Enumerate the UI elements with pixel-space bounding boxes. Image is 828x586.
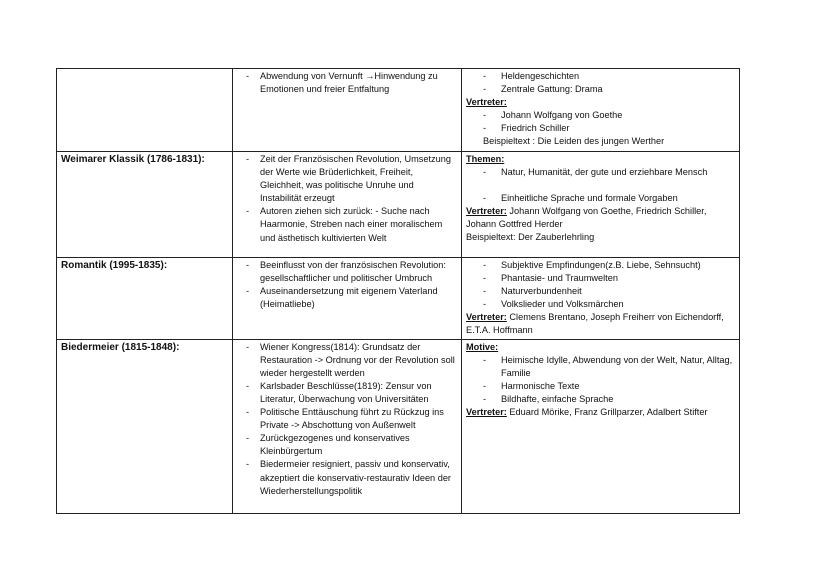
era-cell: Biedermeier (1815-1848):: [57, 339, 233, 513]
list-item: - Heimische Idylle, Abwendung von der Welt, Natur, Alltag, Familie: [466, 354, 735, 380]
representatives: [466, 205, 735, 231]
table-row: [57, 69, 740, 152]
section-label: Motive:: [466, 341, 499, 352]
details-cell: [462, 339, 740, 513]
list-item: - Bildhafte, einfache Sprache: [466, 393, 735, 406]
list-item: - Beeinflusst von der französischen Revolution: gesellschaftlicher und politischer Umbruch: [237, 259, 457, 285]
list-item: - Zurückgezogenes und konservatives Kleinbürgertum: [237, 432, 457, 458]
list-item: - Heldengeschichten: [466, 70, 735, 83]
characteristics-cell: [233, 258, 462, 340]
list-item: - Friedrich Schiller: [466, 122, 735, 135]
list-item: - Zeit der Französischen Revolution, Umsetzung der Werte wie Brüderlichkeit, Freiheit, Gleichheit, was politische Unruhe und Instabilität erzeugt: [237, 153, 457, 205]
section-label: Vertreter:: [466, 97, 507, 108]
details-cell: [462, 258, 740, 340]
section-label: Themen:: [466, 154, 505, 164]
representatives-text: Johann Wolfgang von Goethe, Friedrich Schiller, Johann Gottfred Herder: [466, 206, 707, 230]
list-item: - Naturverbundenheit: [466, 285, 735, 298]
table-row: [57, 258, 740, 340]
list-item: - Subjektive Empfindungen(z.B. Liebe, Sehnsucht): [466, 259, 735, 272]
representatives: [466, 311, 735, 337]
list-item: - Autoren ziehen sich zurück: - Suche nach Haarmonie, Streben nach einer moralischem und ästhetisch kultivierten Welt: [237, 205, 457, 244]
details-cell: [462, 152, 740, 258]
representatives-text: Eduard Mörike, Franz Grillparzer, Adalbert Stifter: [506, 407, 708, 418]
characteristics-cell: [233, 152, 462, 258]
era-cell: [57, 69, 233, 152]
list-item: - Einheitliche Sprache und formale Vorgaben: [466, 192, 735, 205]
section-label: Vertreter:: [466, 407, 507, 418]
table-row: [57, 152, 740, 258]
table-row: [57, 339, 740, 513]
list-item: - Natur, Humanität, der gute und erziehbare Mensch: [466, 166, 735, 179]
list-item: - Volkslieder und Volksmärchen: [466, 298, 735, 311]
characteristics-cell: [233, 69, 462, 152]
list-item: - Karlsbader Beschlüsse(1819): Zensur von Literatur, Überwachung von Universitäten: [237, 380, 457, 406]
list-item: - Wiener Kongress(1814): Grundsatz der Restauration -> Ordnung vor der Revolution soll wieder hergestellt werden: [237, 341, 457, 380]
list-item: - Johann Wolfgang von Goethe: [466, 109, 735, 122]
section-label: Vertreter:: [466, 312, 507, 323]
list-item: - Auseinandersetzung mit eigenem Vaterland (Heimatliebe): [237, 285, 457, 311]
characteristics-cell: [233, 339, 462, 513]
era-cell: Weimarer Klassik (1786-1831):: [57, 152, 233, 258]
example-text: Beispieltext : Die Leiden des jungen Werther: [483, 136, 665, 147]
list-item: - Abwendung von Vernunft →Hinwendung zu Emotionen und freier Entfaltung: [237, 70, 457, 96]
representatives: [466, 406, 735, 419]
representatives-text: Clemens Brentano, Joseph Freiherr von Eichendorff, E.T.A. Hoffmann: [466, 312, 724, 336]
section-label: Vertreter:: [466, 206, 507, 217]
list-item: - Politische Enttäuschung führt zu Rückzug ins Private -> Abschottung von Außenwelt: [237, 406, 457, 432]
era-cell: Romantik (1995-1835):: [57, 258, 233, 340]
list-item: - Phantasie- und Traumwelten: [466, 272, 735, 285]
example-text: Beispieltext: Der Zauberlehrling: [466, 232, 595, 243]
literature-epochs-table: [56, 68, 740, 514]
list-item: - Zentrale Gattung: Drama: [466, 83, 735, 96]
list-item: - Biedermeier resigniert, passiv und konservativ, akzeptiert die konservativ-restaurativ Ideen der Wiederherstellungspolitik: [237, 458, 457, 497]
details-cell: [462, 69, 740, 152]
list-item: - Harmonische Texte: [466, 380, 735, 393]
